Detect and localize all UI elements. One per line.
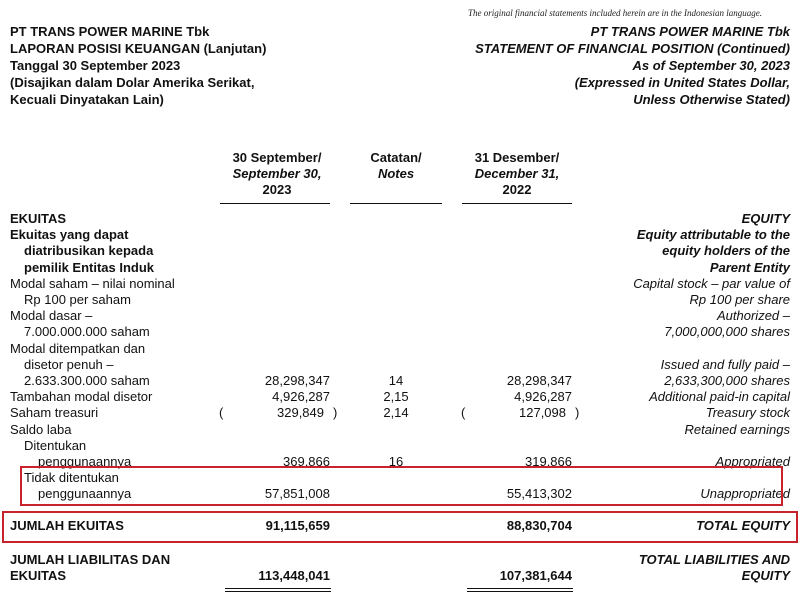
row-english-label: EQUITY xyxy=(741,211,790,226)
row-label: 7.000.000.000 saham xyxy=(24,324,150,339)
col1-header-rule xyxy=(220,203,330,204)
header-right-line: (Expressed in United States Dollar, xyxy=(574,75,790,90)
col2-header-line: 31 Desember/ xyxy=(474,150,560,165)
header-right-line: Unless Otherwise Stated) xyxy=(633,92,790,107)
total-liabilities-value-2023: 113,448,041 xyxy=(258,568,330,583)
row-english-label: Capital stock – par value of xyxy=(633,276,790,291)
notes-header-line: Catatan/ xyxy=(370,150,422,165)
total-equity-value-2023: 91,115,659 xyxy=(265,518,330,533)
row-label: penggunaannya xyxy=(38,486,132,501)
row-label: pemilik Entitas Induk xyxy=(24,260,155,275)
row-value-2022: 55,413,302 xyxy=(506,486,572,501)
paren-open-2022: ( xyxy=(461,405,466,420)
row-label: Ekuitas yang dapat xyxy=(10,227,129,242)
header-right-line: STATEMENT OF FINANCIAL POSITION (Continued) xyxy=(475,41,790,56)
row-label: Ditentukan xyxy=(24,438,87,453)
col1-header-line: 2023 xyxy=(262,182,292,197)
header-left-line: Kecuali Dinyatakan Lain) xyxy=(10,92,164,107)
row-label: Modal saham – nilai nominal xyxy=(10,276,175,291)
row-value-2022: 319,866 xyxy=(525,454,572,469)
row-english-label: Equity attributable to the xyxy=(636,227,790,242)
row-note-ref: 2,15 xyxy=(383,389,409,404)
row-english-label: 7,000,000,000 shares xyxy=(664,324,790,339)
row-english-label: Parent Entity xyxy=(709,260,790,275)
row-english-label: Additional paid-in capital xyxy=(649,389,790,404)
col2-header-line: 2022 xyxy=(502,182,532,197)
row-english-label: equity holders of the xyxy=(662,243,790,258)
header-left-line: PT TRANS POWER MARINE Tbk xyxy=(10,24,210,39)
row-value-2022: 28,298,347 xyxy=(506,373,572,388)
row-label: Rp 100 per saham xyxy=(24,292,131,307)
row-note-ref: 14 xyxy=(388,373,404,388)
row-value-2022: 4,926,287 xyxy=(514,389,572,404)
row-note-ref: 16 xyxy=(388,454,404,469)
row-english-label: 2,633,300,000 shares xyxy=(664,373,790,388)
total-2023-double-rule-top xyxy=(225,588,331,589)
row-label: Modal ditempatkan dan xyxy=(10,341,146,356)
row-value-2023: 4,926,287 xyxy=(272,389,330,404)
notes-header-rule xyxy=(350,203,442,204)
total-liabilities-english-line2: EQUITY xyxy=(741,568,790,583)
col2-header-rule xyxy=(462,203,572,204)
row-value-2023: 28,298,347 xyxy=(264,373,330,388)
row-label: Saldo laba xyxy=(10,422,72,437)
row-english-label: Unappropriated xyxy=(700,486,790,501)
row-value-2022: 127,098 xyxy=(519,405,566,420)
row-english-label: Treasury stock xyxy=(705,405,790,420)
total-equity-label: JUMLAH EKUITAS xyxy=(10,518,124,533)
total-2022-double-rule-top xyxy=(467,588,573,589)
notes-header-line: Notes xyxy=(377,166,415,181)
row-value-2023: 369,866 xyxy=(283,454,330,469)
total-equity-value-2022: 88,830,704 xyxy=(506,518,572,533)
row-label: 2.633.300.000 saham xyxy=(24,373,150,388)
header-left-line: LAPORAN POSISI KEUANGAN (Lanjutan) xyxy=(10,41,267,56)
row-label: EKUITAS xyxy=(10,211,67,226)
row-label: diatribusikan kepada xyxy=(24,243,154,258)
paren-close-2022: ) xyxy=(575,405,580,420)
total-liabilities-value-2022: 107,381,644 xyxy=(499,568,572,583)
row-label: Modal dasar – xyxy=(10,308,93,323)
row-english-label: Issued and fully paid – xyxy=(660,357,790,372)
header-left-line: (Disajikan dalam Dolar Amerika Serikat, xyxy=(10,75,255,90)
header-right-line: As of September 30, 2023 xyxy=(632,58,790,73)
header-right-line: PT TRANS POWER MARINE Tbk xyxy=(590,24,790,39)
paren-close-2023: ) xyxy=(333,405,338,420)
row-english-label: Appropriated xyxy=(715,454,790,469)
header-left-line: Tanggal 30 September 2023 xyxy=(10,58,181,73)
col2-header-line: December 31, xyxy=(474,166,560,181)
total-2023-double-rule-bottom xyxy=(225,591,331,592)
row-label: Saham treasuri xyxy=(10,405,99,420)
row-label: disetor penuh – xyxy=(24,357,114,372)
unappropriated-highlight-box xyxy=(20,466,783,506)
total-liabilities-label-line2: EKUITAS xyxy=(10,568,67,583)
total-equity-english-label: TOTAL EQUITY xyxy=(696,518,790,533)
total-2022-double-rule-bottom xyxy=(467,591,573,592)
total-liabilities-english-line1: TOTAL LIABILITIES AND xyxy=(638,552,790,567)
row-english-label: Rp 100 per share xyxy=(689,292,790,307)
translation-note: The original financial statements included herein are in the Indonesian language. xyxy=(468,8,763,18)
paren-open-2023: ( xyxy=(219,405,224,420)
row-label: Tambahan modal disetor xyxy=(10,389,153,404)
row-label: penggunaannya xyxy=(38,454,132,469)
row-value-2023: 329,849 xyxy=(277,405,324,420)
col1-header-line: September 30, xyxy=(232,166,322,181)
row-label: Tidak ditentukan xyxy=(24,470,119,485)
total-liabilities-label-line1: JUMLAH LIABILITAS DAN xyxy=(10,552,171,567)
row-english-label: Authorized – xyxy=(717,308,790,323)
row-english-label: Retained earnings xyxy=(684,422,790,437)
row-value-2023: 57,851,008 xyxy=(264,486,330,501)
row-note-ref: 2,14 xyxy=(383,405,409,420)
col1-header-line: 30 September/ xyxy=(232,150,322,165)
